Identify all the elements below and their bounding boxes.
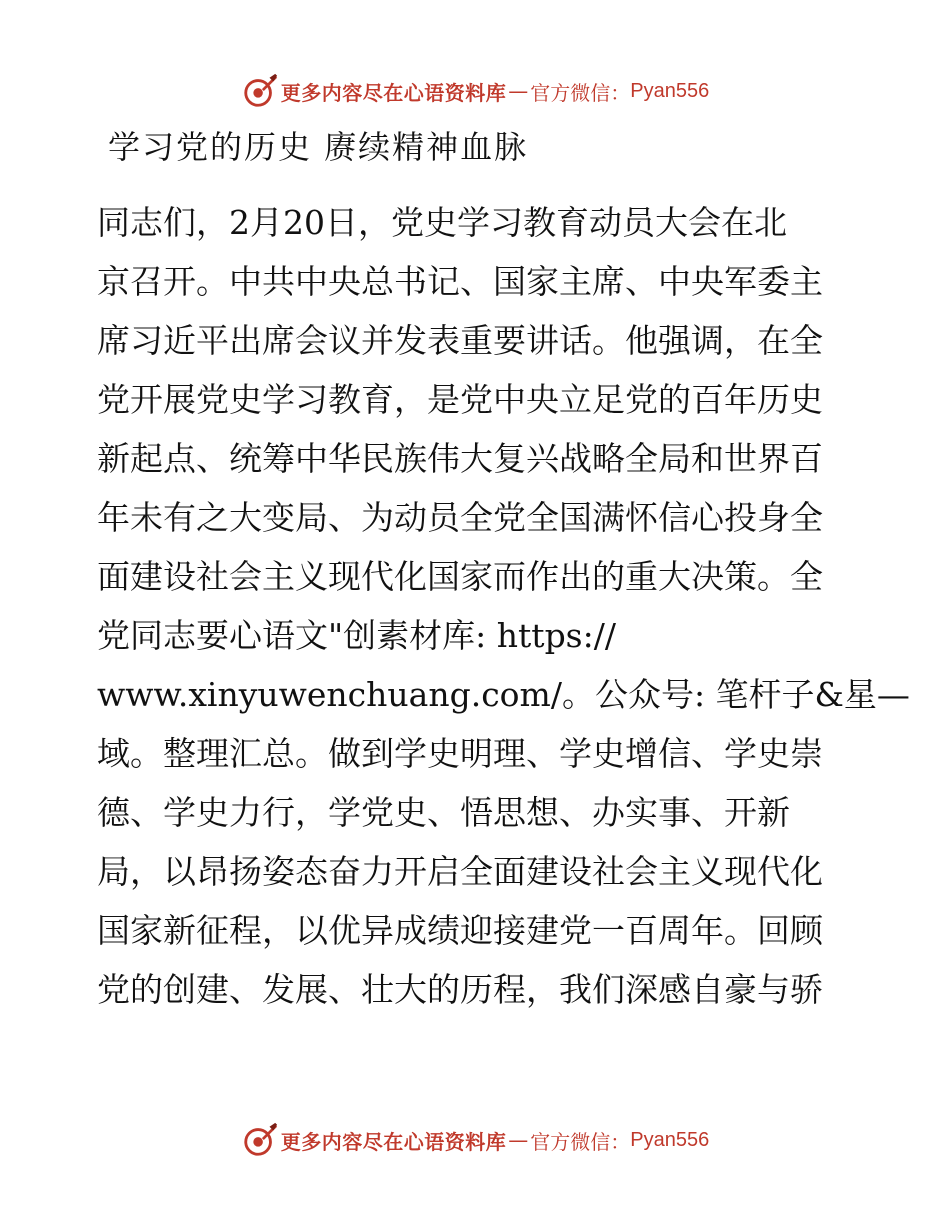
watermark-label: 官方微信： — [530, 80, 631, 105]
body-line: 局，以昂扬姿态奋力开启全面建设社会主义现代化 — [97, 852, 823, 891]
body-line: 京召开。中共中央总书记、国家主席、中央军委主 — [97, 262, 823, 301]
body-line: 党同志要心语文"创素材库: https:// — [97, 616, 616, 655]
body-line: 域。整理汇总。做到学史明理、学史增信、学史崇 — [97, 734, 823, 773]
body-line: 党开展党史学习教育，是党中央立足党的百年历史 — [97, 380, 823, 419]
quill-logo-icon — [241, 1121, 279, 1159]
header-watermark — [0, 71, 950, 111]
body-line: www.xinyuwenchuang.com/。公众号: 笔杆子&星— — [97, 675, 910, 714]
watermark-separator: — — [508, 79, 529, 103]
body-line: 国家新征程，以优异成绩迎接建党一百周年。回顾 — [97, 911, 823, 950]
body-line: 同志们，2月20日，党史学习教育动员大会在北 — [97, 203, 787, 242]
body-line: 面建设社会主义现代化国家而作出的重大决策。全 — [97, 557, 823, 596]
quill-logo-icon — [241, 72, 279, 110]
watermark-label: 官方微信： — [530, 1129, 631, 1154]
body-line: 年未有之大变局、为动员全党全国满怀信心投身全 — [97, 498, 823, 537]
watermark-account: Pyan556 — [630, 79, 710, 102]
document-body — [97, 193, 910, 1019]
body-line: 新起点、统筹中华民族伟大复兴战略全局和世界百 — [97, 439, 823, 478]
body-line: 德、学史力行，学党史、悟思想、办实事、开新 — [97, 793, 790, 832]
footer-watermark — [0, 1120, 950, 1160]
body-line: 党的创建、发展、壮大的历程，我们深感自豪与骄 — [97, 970, 823, 1009]
watermark-site-text: 更多内容尽在心语资料库 — [280, 80, 507, 105]
watermark-account: Pyan556 — [630, 1128, 710, 1151]
document-title: 学习党的历史 赓续精神血脉 — [108, 128, 529, 166]
watermark-site-text: 更多内容尽在心语资料库 — [280, 1129, 507, 1154]
body-line: 席习近平出席会议并发表重要讲话。他强调，在全 — [97, 321, 823, 360]
watermark-separator: — — [508, 1128, 529, 1152]
